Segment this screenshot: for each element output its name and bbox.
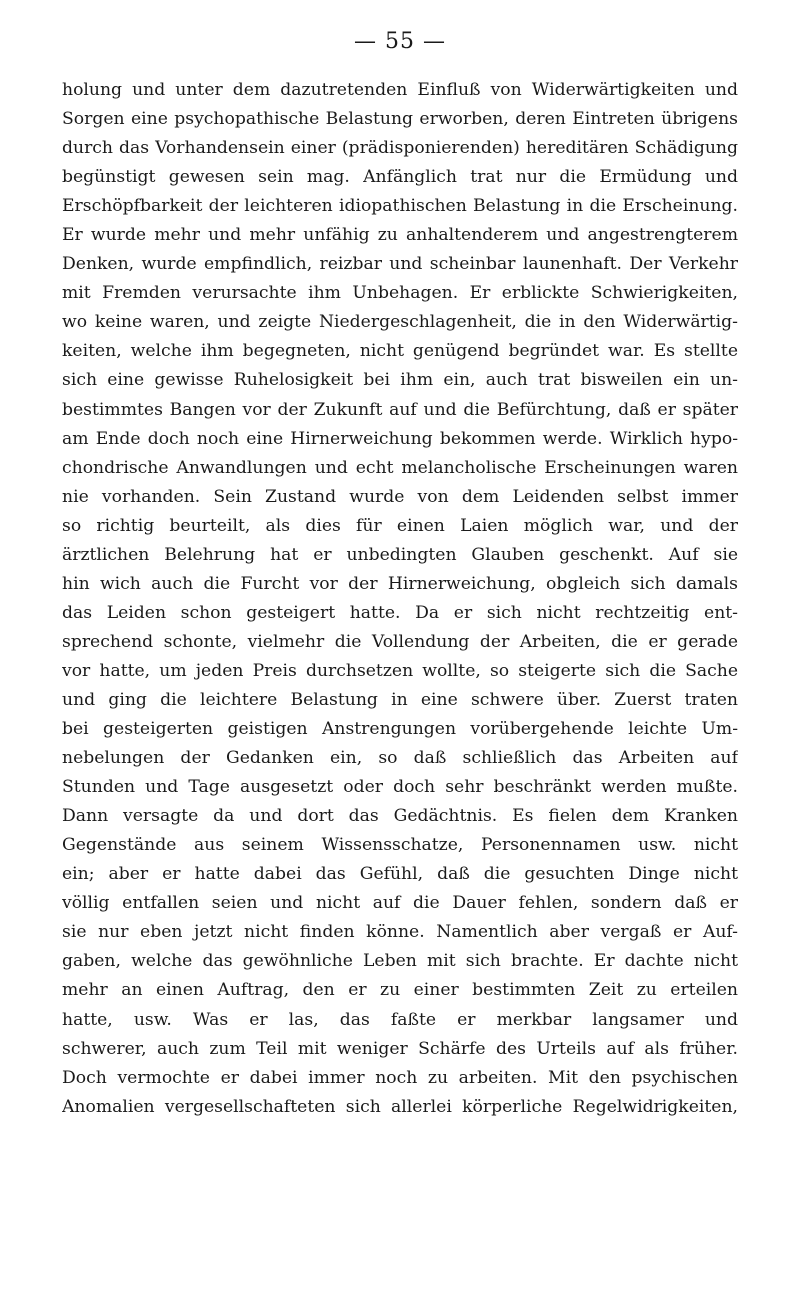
text-line: Doch vermochte er dabei immer noch zu arbeiten. Mit den psychischen <box>62 1067 738 1088</box>
text-line: ärztlichen Belehrung hat er unbedingten Glauben geschenkt. Auf sie <box>62 544 738 565</box>
text-line: keiten, welche ihm begegneten, nicht genügend begründet war. Es stellte <box>62 341 738 362</box>
text-line: Anomalien vergesellschafteten sich allerlei körperliche Regelwidrigkeiten, <box>62 1096 738 1117</box>
text-line: Sorgen eine psychopathische Belastung erworben, deren Eintreten übrigens <box>62 109 738 130</box>
text-line: Erschöpfbarkeit der leichteren idiopathischen Belastung in die Erscheinung. <box>62 196 738 217</box>
text-line: Stunden und Tage ausgesetzt oder doch sehr beschränkt werden mußte. <box>62 777 738 798</box>
text-line: sich eine gewisse Ruhelosigkeit bei ihm ein, auch trat bisweilen ein un- <box>62 370 738 391</box>
text-line: durch das Vorhandensein einer (prädisponierenden) hereditären Schädigung <box>62 138 738 159</box>
text-line: hatte, usw. Was er las, das faßte er merkbar langsamer und <box>62 1009 738 1030</box>
page-body-text <box>62 76 738 1122</box>
text-line: Denken, wurde empfindlich, reizbar und scheinbar launenhaft. Der Verkehr <box>62 254 738 275</box>
text-line: holung und unter dem dazutretenden Einfluß von Widerwärtigkeiten und <box>62 80 738 100</box>
text-line: mit Fremden verursachte ihm Unbehagen. Er erblickte Schwierigkeiten, <box>62 283 738 304</box>
text-line: begünstigt gewesen sein mag. Anfänglich trat nur die Ermüdung und <box>62 167 738 188</box>
text-line: vor hatte, um jeden Preis durchsetzen wollte, so steigerte sich die Sache <box>62 660 738 681</box>
text-line: Gegenstände aus seinem Wissensschatze, Personennamen usw. nicht <box>62 835 738 856</box>
text-line: schwerer, auch zum Teil mit weniger Schärfe des Urteils auf als früher. <box>62 1038 738 1059</box>
text-line: mehr an einen Auftrag, den er zu einer bestimmten Zeit zu erteilen <box>62 980 738 1001</box>
text-line: am Ende doch noch eine Hirnerweichung bekommen werde. Wirklich hypo- <box>62 428 738 449</box>
text-line: nie vorhanden. Sein Zustand wurde von dem Leidenden selbst immer <box>62 486 738 507</box>
text-line: wo keine waren, und zeigte Niedergeschlagenheit, die in den Widerwärtig- <box>62 312 738 333</box>
text-line: völlig entfallen seien und nicht auf die Dauer fehlen, sondern daß er <box>62 893 738 914</box>
page-number: — 55 — <box>354 29 446 54</box>
text-line: chondrische Anwandlungen und echt melancholische Erscheinungen waren <box>62 457 738 478</box>
text-line: und ging die leichtere Belastung in eine schwere über. Zuerst traten <box>62 689 738 710</box>
text-line: Er wurde mehr und mehr unfähig zu anhaltenderem und angestrengterem <box>62 225 738 246</box>
text-line: nebelungen der Gedanken ein, so daß schließlich das Arbeiten auf <box>62 748 738 769</box>
text-line: ein; aber er hatte dabei das Gefühl, daß die gesuchten Dinge nicht <box>62 864 738 885</box>
text-line: das Leiden schon gesteigert hatte. Da er sich nicht rechtzeitig ent- <box>62 602 738 623</box>
text-line: Dann versagte da und dort das Gedächtnis. Es fielen dem Kranken <box>62 806 738 827</box>
text-line: bestimmtes Bangen vor der Zukunft auf und die Befürchtung, daß er später <box>62 399 738 420</box>
text-line: hin wich auch die Furcht vor der Hirnerweichung, obgleich sich damals <box>62 573 738 594</box>
text-line: sprechend schonte, vielmehr die Vollendung der Arbeiten, die er gerade <box>62 631 738 652</box>
text-line: sie nur eben jetzt nicht finden könne. Namentlich aber vergaß er Auf- <box>62 922 738 943</box>
text-line: bei gesteigerten geistigen Anstrengungen vorübergehende leichte Um- <box>62 719 738 740</box>
text-line: gaben, welche das gewöhnliche Leben mit sich brachte. Er dachte nicht <box>62 951 738 972</box>
text-line: so richtig beurteilt, als dies für einen Laien möglich war, und der <box>62 515 738 536</box>
